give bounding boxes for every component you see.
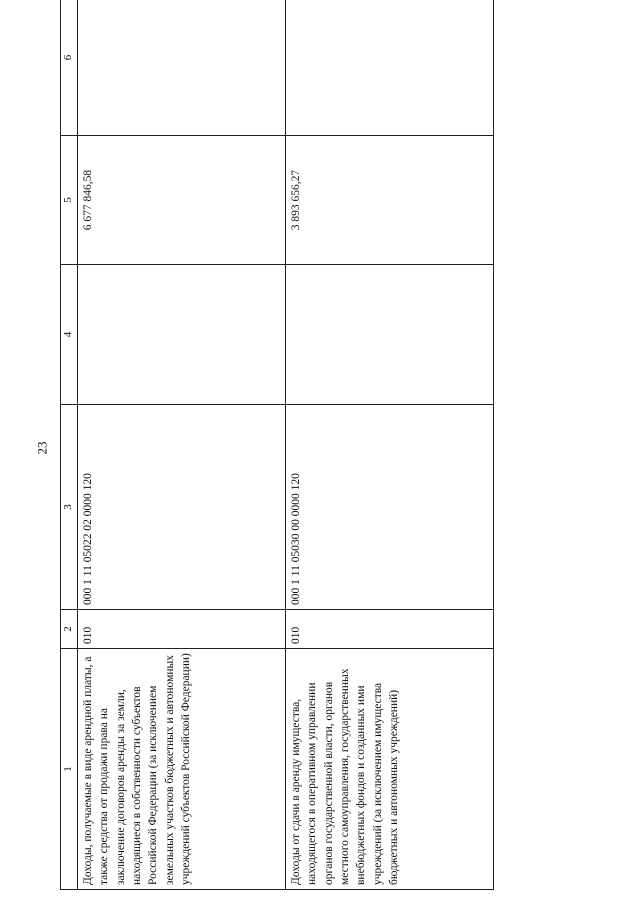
header-col-1: 1	[61, 649, 78, 890]
row-line-code-cell: 010	[78, 610, 286, 649]
header-col-6: 6	[61, 0, 78, 136]
row-col4-cell	[78, 265, 286, 405]
row-col6-cell	[78, 0, 286, 136]
table-row	[286, 0, 494, 890]
header-col-3: 3	[61, 405, 78, 610]
table-header-row	[61, 0, 78, 890]
header-col-4: 4	[61, 265, 78, 405]
table-container	[60, 10, 482, 890]
row-budget-code-cell: 000 1 11 05022 02 0000 120	[78, 405, 286, 610]
row-amount-cell: 3 893 656,27	[286, 136, 494, 265]
rotated-table-frame	[60, 10, 482, 890]
page-number: 23	[34, 441, 50, 455]
header-col-5: 5	[61, 136, 78, 265]
row-budget-code-cell: 000 1 11 05030 00 0000 120	[286, 405, 494, 610]
row-amount-cell: 6 677 846,58	[78, 136, 286, 265]
row-name-cell: Доходы, получаемые в виде арендной платы, а также средства от продажи права на заключение договоров аренды за земли, находящиеся в собственности субъектов Российской Федерации (за исключением земельных участков бюджетных и автономных учреждений субъектов Российской Федерации)	[78, 649, 286, 890]
row-name-cell: Доходы от сдачи в аренду имущества, находящегося в оперативном управлении органов государственной власти, органов местного самоуправления, государственных внебюджетных фондов и созданных ими учреждений (за исключением имущества бюджетных и автономных учреждений)	[286, 649, 494, 890]
header-col-2: 2	[61, 610, 78, 649]
revenue-table	[60, 0, 494, 890]
table-row	[78, 0, 286, 890]
row-line-code-cell: 010	[286, 610, 494, 649]
row-col4-cell	[286, 265, 494, 405]
row-col6-cell	[286, 0, 494, 136]
